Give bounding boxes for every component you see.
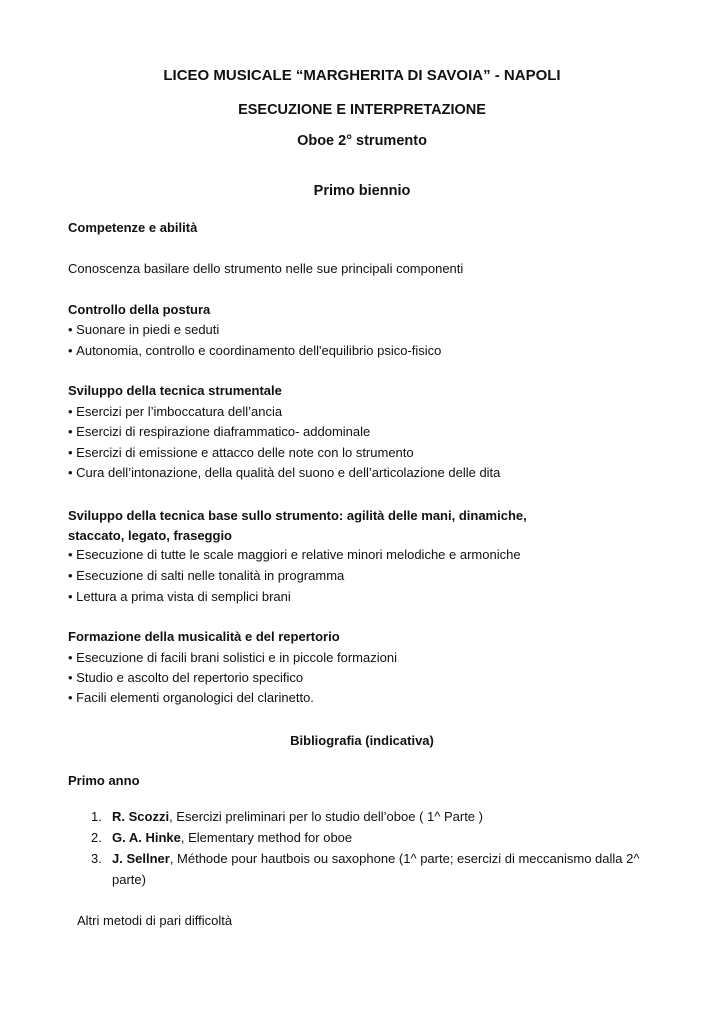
musicalita-item: • Facili elementi organologici del clarinetto. — [68, 689, 314, 706]
year-heading: Primo anno — [68, 773, 140, 788]
bibliography-entry — [112, 850, 639, 867]
tecnica-base-item: • Esecuzione di tutte le scale maggiori e relative minori melodiche e armoniche — [68, 546, 521, 563]
instrument-title: Oboe 2° strumento — [297, 133, 427, 149]
school-title: LICEO MUSICALE “MARGHERITA DI SAVOIA” - NAPOLI — [163, 67, 561, 84]
tecnica-base-item: • Esecuzione di salti nelle tonalità in programma — [68, 567, 344, 584]
tecnica-item: • Cura dell’intonazione, della qualità del suono e dell’articolazione delle dita — [68, 464, 500, 481]
entry-number: 1. — [91, 809, 102, 824]
bibliografia-heading: Bibliografia (indicativa) — [290, 733, 434, 748]
postura-item: • Autonomia, controllo e coordinamento dell'equilibrio psico-fisico — [68, 342, 441, 359]
bibliography-entry — [112, 829, 352, 846]
entry-author: R. Scozzi — [112, 809, 170, 824]
entry-title: , Esercizi preliminari per lo studio dell’oboe ( 1^ Parte ) — [169, 809, 483, 824]
musicalita-item: • Esecuzione di facili brani solistici e in piccole formazioni — [68, 649, 397, 666]
musicalita-heading: Formazione della musicalità e del repertorio — [68, 629, 340, 644]
postura-item: • Suonare in piedi e seduti — [68, 321, 219, 338]
entry-title-continuation: parte) — [112, 872, 146, 887]
bibliography-entry — [112, 808, 483, 825]
tecnica-item: • Esercizi di respirazione diaframmatico- addominale — [68, 423, 370, 440]
entry-title: , Elementary method for oboe — [180, 830, 353, 845]
tecnica-item: • Esercizi per l’imboccatura dell’ancia — [68, 403, 282, 420]
tecnica-heading: Sviluppo della tecnica strumentale — [68, 383, 282, 398]
entry-author: G. A. Hinke — [112, 830, 181, 845]
tecnica-base-heading-cont: staccato, legato, fraseggio — [68, 528, 232, 543]
entry-title: , Méthode pour hautbois ou saxophone (1^ parte; esercizi di meccanismo dalla 2^ — [169, 851, 640, 866]
period-title: Primo biennio — [313, 183, 411, 199]
entry-author: J. Sellner — [112, 851, 170, 866]
subject-title: ESECUZIONE E INTERPRETAZIONE — [238, 102, 486, 118]
tecnica-base-item: • Lettura a prima vista di semplici brani — [68, 588, 291, 605]
competenze-text: Conoscenza basilare dello strumento nelle sue principali componenti — [68, 261, 464, 276]
postura-heading: Controllo della postura — [68, 302, 211, 317]
entry-number: 2. — [91, 830, 102, 845]
entry-number: 3. — [91, 851, 102, 866]
bibliography-footer: Altri metodi di pari difficoltà — [77, 913, 233, 928]
tecnica-base-heading: Sviluppo della tecnica base sullo strumento: agilità delle mani, dinamiche, — [68, 508, 527, 523]
musicalita-item: • Studio e ascolto del repertorio specifico — [68, 669, 303, 686]
tecnica-item: • Esercizi di emissione e attacco delle note con lo strumento — [68, 444, 414, 461]
competenze-heading: Competenze e abilità — [68, 220, 198, 235]
